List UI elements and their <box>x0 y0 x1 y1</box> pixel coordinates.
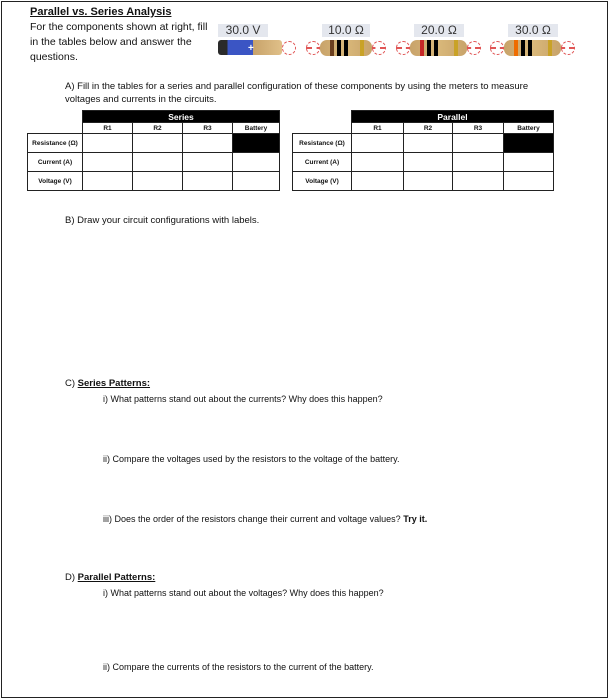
terminal-icon <box>396 41 410 55</box>
series-cell[interactable] <box>83 153 133 172</box>
series-col-r2: R2 <box>133 123 183 134</box>
series-table <box>27 110 280 191</box>
worksheet-title: Parallel vs. Series Analysis <box>30 6 172 18</box>
parallel-cell[interactable] <box>504 153 554 172</box>
series-cell[interactable] <box>233 153 280 172</box>
battery-icon <box>218 40 282 55</box>
parallel-row-current: Current (A) <box>293 153 352 172</box>
part-d-title: Parallel Patterns: <box>77 572 156 583</box>
part-d-heading <box>65 572 155 583</box>
series-col-r1: R1 <box>83 123 133 134</box>
terminal-icon <box>372 41 386 55</box>
resistor-3-graphic <box>490 38 575 58</box>
series-row-current: Current (A) <box>28 153 83 172</box>
terminal-icon <box>306 41 320 55</box>
series-row-voltage: Voltage (V) <box>28 172 83 191</box>
series-cell[interactable] <box>133 134 183 153</box>
parallel-row-resistance: Resistance (Ω) <box>293 134 352 153</box>
resistor-1-component[interactable] <box>306 24 386 64</box>
parallel-col-r1: R1 <box>352 123 404 134</box>
parallel-cell[interactable] <box>453 172 504 191</box>
parallel-col-r3: R3 <box>453 123 504 134</box>
series-cell[interactable] <box>233 172 280 191</box>
part-d-question-2: ii) Compare the currents of the resistors to the current of the battery. <box>103 662 374 672</box>
part-c-question-3 <box>103 514 427 524</box>
parallel-cell[interactable] <box>453 153 504 172</box>
resistor-3-label: 30.0 Ω <box>508 24 558 37</box>
parallel-cell[interactable] <box>352 134 404 153</box>
terminal-icon <box>490 41 504 55</box>
series-col-battery: Battery <box>233 123 280 134</box>
parallel-row-voltage: Voltage (V) <box>293 172 352 191</box>
battery-component[interactable] <box>218 24 298 64</box>
parallel-cell[interactable] <box>404 153 453 172</box>
resistor-icon <box>504 40 561 56</box>
terminal-icon <box>561 41 575 55</box>
resistor-icon <box>320 40 372 56</box>
resistor-1-graphic <box>306 38 386 58</box>
resistor-3-component[interactable] <box>490 24 575 64</box>
battery-plus-sign: + <box>248 43 254 54</box>
series-cell[interactable] <box>133 172 183 191</box>
resistor-1-label: 10.0 Ω <box>322 24 370 37</box>
parallel-col-r2: R2 <box>404 123 453 134</box>
part-c-question-1: i) What patterns stand out about the currents? Why does this happen? <box>103 394 383 404</box>
series-cell[interactable] <box>83 134 133 153</box>
series-cell[interactable] <box>183 153 233 172</box>
resistor-icon <box>410 40 467 56</box>
parallel-cell[interactable] <box>504 172 554 191</box>
battery-label: 30.0 V <box>218 24 268 37</box>
part-b-instruction: B) Draw your circuit configurations with labels. <box>65 215 260 226</box>
series-row-resistance: Resistance (Ω) <box>28 134 83 153</box>
part-d-prefix: D) <box>65 572 78 583</box>
part-c-question-3-text: iii) Does the order of the resistors change their current and voltage values? <box>103 514 401 524</box>
parallel-cell[interactable] <box>453 134 504 153</box>
parallel-cell[interactable] <box>404 172 453 191</box>
battery-graphic <box>218 38 298 58</box>
series-table-title: Series <box>83 111 280 123</box>
part-c-title: Series Patterns: <box>77 378 151 389</box>
terminal-icon <box>467 41 481 55</box>
parallel-col-battery: Battery <box>504 123 554 134</box>
part-d-question-1: i) What patterns stand out about the voltages? Why does this happen? <box>103 588 384 598</box>
resistor-2-graphic <box>396 38 481 58</box>
part-c-question-2: ii) Compare the voltages used by the resistors to the voltage of the battery. <box>103 454 400 464</box>
part-c-question-3-emphasis: Try it. <box>403 514 428 524</box>
part-c-heading <box>65 378 150 389</box>
parallel-cell[interactable] <box>352 172 404 191</box>
parallel-cell[interactable] <box>404 134 453 153</box>
parallel-cell-blocked <box>504 134 554 153</box>
worksheet-intro: For the components shown at right, fill in the tables below and answer the questions. <box>30 21 208 63</box>
series-cell[interactable] <box>183 172 233 191</box>
resistor-2-label: 20.0 Ω <box>414 24 464 37</box>
battery-terminal-icon <box>282 41 296 55</box>
series-cell[interactable] <box>83 172 133 191</box>
series-col-r3: R3 <box>183 123 233 134</box>
parallel-table <box>292 110 554 191</box>
parallel-cell[interactable] <box>352 153 404 172</box>
part-a-instruction: A) Fill in the tables for a series and parallel configuration of these components by using the meters to measure voltages and currents in the circuits. <box>65 81 529 105</box>
parallel-table-title: Parallel <box>352 111 554 123</box>
series-cell[interactable] <box>183 134 233 153</box>
resistor-2-component[interactable] <box>396 24 481 64</box>
series-cell-blocked <box>233 134 280 153</box>
series-cell[interactable] <box>133 153 183 172</box>
part-c-prefix: C) <box>65 378 78 389</box>
